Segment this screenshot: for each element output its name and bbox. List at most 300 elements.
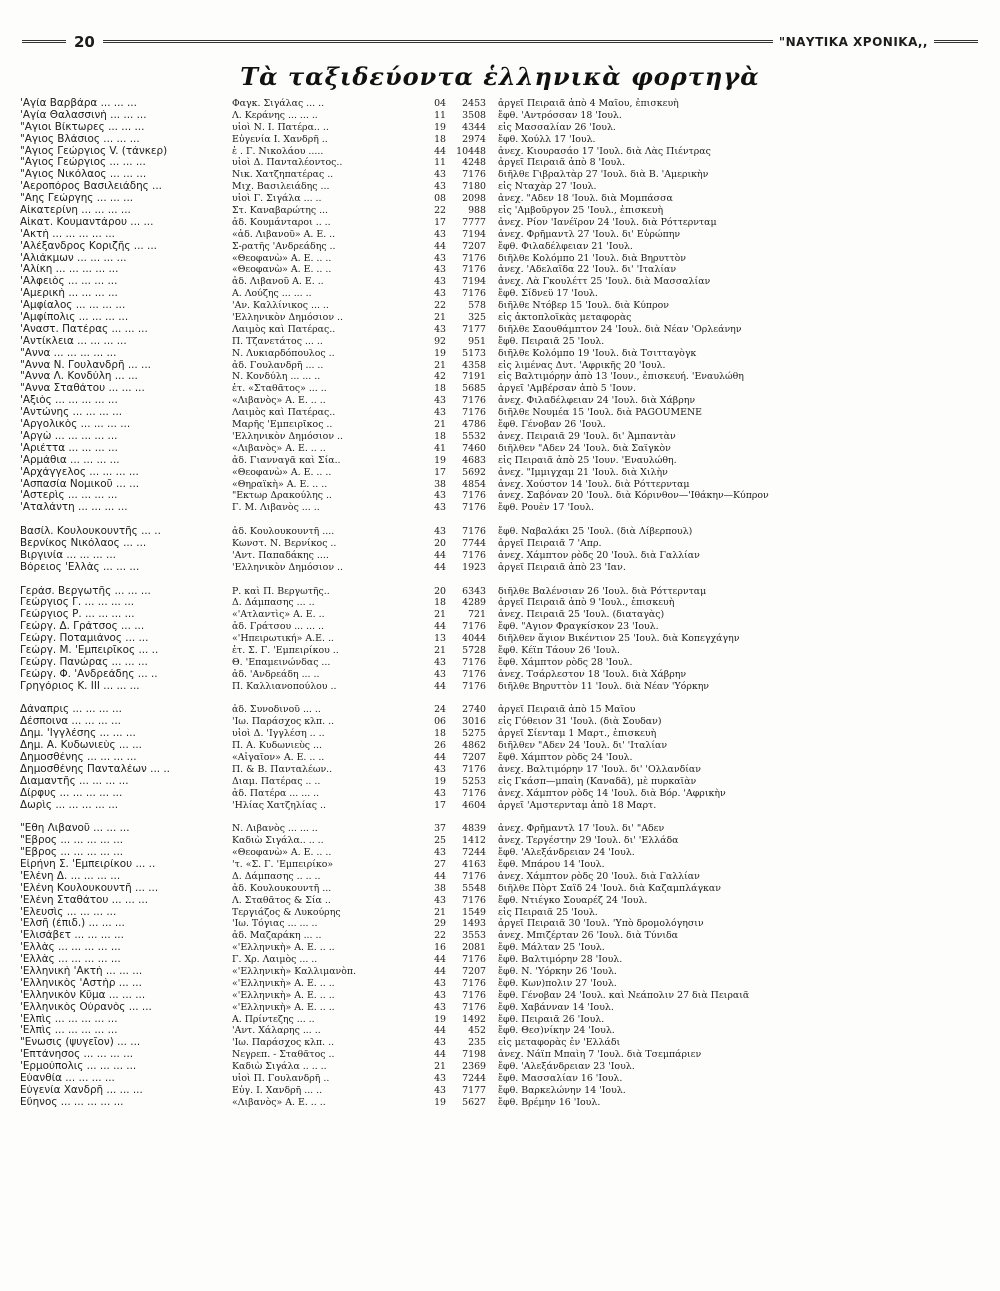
table-row: [20, 871, 980, 883]
year-code: 18: [434, 430, 446, 442]
table-row: [20, 835, 980, 847]
table-row: [20, 502, 980, 514]
year-code: 44: [434, 870, 446, 882]
owner: «'Ατλαντὶς» Α. Ε. ..: [232, 609, 325, 621]
status: ἀνεχ. Βαλτιμόρην 17 'Ιουλ. δι' 'Ολλανδίαν: [498, 763, 701, 775]
year-code: 44: [434, 561, 446, 573]
owner: υἱοὶ Δ. Πανταλέοντος..: [232, 157, 343, 169]
ship-name: 'Ασπασία Νομικοῦ ... ...: [20, 478, 140, 490]
status: ἔφθ. Ρουὲν 17 'Ιουλ.: [498, 502, 595, 514]
table-row: [20, 776, 980, 788]
owner: υἱοὶ Π. Γουλανδρῆ ..: [232, 1073, 330, 1085]
header-rule-left: [22, 40, 66, 45]
owner: «'Ελληνικὴ» Καλλιμανὸπ.: [232, 966, 357, 978]
owner: Ν. Κονδύλη ... ... ..: [232, 371, 321, 383]
owner: "Εκτωρ Δρακούλης ..: [232, 490, 332, 502]
table-row: [20, 193, 980, 205]
year-code: 22: [434, 930, 446, 942]
tonnage: 7176: [462, 621, 486, 633]
status: ἔφθ. Βρέμην 16 'Ιουλ.: [498, 1096, 601, 1108]
ship-name: "Αννα Ν. Γουλανδρῆ ... ...: [20, 359, 151, 371]
ship-name: 'Ελένη Σταθάτου ... ... ...: [20, 894, 149, 906]
status: ἔφθ. 'Αλεξάνδρειαν 23 'Ιουλ.: [498, 1061, 635, 1073]
owner: 'τ. «Σ. Γ. 'Εμπειρίκο»: [232, 859, 334, 870]
table-row: [20, 752, 980, 764]
ship-name: Εὔηνος ... ... ... ... ...: [20, 1096, 124, 1108]
ship-name: "Αγιος Γεώργιος V. (τάνκερ): [20, 145, 168, 157]
status: ἀνεχ. Χάμπτον ρὸδς 14 'Ιουλ. διὰ Βόρ. 'Αφρικὴν: [498, 787, 726, 799]
status: διῆλθε Κολόμπο 21 'Ιουλ. διὰ Βηρυττὸν: [498, 252, 686, 264]
owner: υἱοὶ Ν. Ι. Πατέρα.. ..: [232, 121, 329, 133]
owner: Κωνστ. Ν. Βερνίκος ..: [232, 537, 337, 549]
tonnage: 325: [468, 312, 486, 324]
year-code: 43: [434, 1001, 446, 1013]
year-code: 43: [434, 490, 446, 502]
ship-name: 'Αστερὶς ... ... ... ...: [20, 490, 118, 502]
tonnage: 7176: [462, 894, 486, 906]
tonnage: 2081: [462, 942, 486, 954]
table-row: [20, 1085, 980, 1097]
year-code: 17: [434, 466, 446, 478]
tonnage: 7194: [462, 276, 486, 288]
year-code: 44: [434, 1025, 446, 1037]
year-code: 43: [434, 656, 446, 668]
status: εἰς Βαλτιμόρην ἀπὸ 13 'Ιουν., ἐπισκευή. 'Εναυλώθη: [498, 371, 744, 383]
owner: 'Ιω. Παράσχος κλπ. ..: [232, 716, 335, 728]
table-row: [20, 134, 980, 146]
ship-name: Γεώργ. Πανώρας ... ... ...: [20, 656, 148, 668]
owner: Καδιὼ Σιγάλα.. .. ..: [232, 835, 324, 847]
ship-name: Βασίλ. Κουλουκουντῆς ... ..: [20, 526, 161, 538]
table-row: [20, 681, 980, 693]
status: διῆλθε Κολόμπο 19 'Ιουλ. διὰ Τσιτταγὸγκ: [498, 347, 697, 359]
status: διῆλθε Σαουθάμπτον 24 'Ιουλ. διὰ Νέαν 'Ορλεάνην: [498, 323, 742, 335]
table-row: [20, 455, 980, 467]
ship-name: 'Αμφίαλος ... ... ... ...: [20, 300, 126, 312]
table-row: [20, 942, 980, 954]
owner: «'Ηπειρωτική» Α.Ε. ..: [232, 633, 334, 645]
year-code: 41: [434, 442, 446, 454]
status: ἔφθ. Χάμπτον ρὸδς 24 'Ιουλ.: [498, 751, 633, 763]
ship-name: 'Αλέξανδρος Κοριζῆς ... ...: [20, 240, 157, 252]
status: ἀργεῖ Σίενταμ 1 Μαρτ., ἐπισκευὴ: [498, 728, 657, 740]
status: ἀνεχ. Φρῆμαντλ 17 'Ιουλ. δι' "Αδεν: [498, 823, 665, 835]
owner: «Λιβανὸς» Α. Ε. .. ..: [232, 442, 326, 454]
owner: «'Ελληνικὴ» Α. Ε. .. ..: [232, 1001, 335, 1013]
tonnage: 4248: [462, 157, 486, 169]
owner: ἀδ. Γουλανδρῆ ... ..: [232, 359, 324, 371]
status: ἀνεχ. Χάμπτον ρὸδς 20 'Ιουλ. διὰ Γαλλίαν: [498, 549, 700, 561]
ship-name: Δημοσθένης Πανταλέων ... ..: [20, 763, 170, 775]
ship-name: "Αγιος Βλάσιος ... ... ...: [20, 133, 140, 145]
tonnage: 7244: [462, 1073, 486, 1085]
tonnage: 4344: [462, 121, 486, 133]
status: ἔφθ. Πειραιᾶ 26 'Ιουλ.: [498, 1013, 605, 1025]
year-code: 06: [434, 716, 446, 728]
status: ἀνεχ. "Αδεν 18 'Ιουλ. διὰ Μομπάσσα: [498, 193, 673, 205]
status: ἔφθ. 'Αλεξάνδρειαν 24 'Ιουλ.: [498, 847, 635, 859]
year-code: 43: [434, 847, 446, 859]
table-row: [20, 443, 980, 455]
year-code: 92: [434, 335, 446, 347]
tonnage: 7194: [462, 228, 486, 240]
status: διῆλθε Νουμέα 15 'Ιουλ. διὰ PAGOUMENE: [498, 407, 703, 419]
table-row: [20, 1037, 980, 1049]
year-code: 43: [434, 1037, 446, 1049]
owner: ἀδ. Συνοδινοῦ ... ..: [232, 704, 321, 716]
tonnage: 235: [468, 1037, 486, 1049]
tonnage: 1493: [462, 918, 486, 930]
owner: «Λιβανὸς» Α. Ε. .. ..: [232, 395, 326, 407]
table-row: [20, 586, 980, 598]
page-number: 20: [74, 33, 95, 51]
owner: Στ. Καναβαρώτης ...: [232, 205, 329, 217]
table-row: [20, 990, 980, 1002]
ship-name: "Αγιος Νικόλαος ... ... ...: [20, 169, 147, 181]
tonnage: 7176: [462, 870, 486, 882]
year-code: 19: [434, 347, 446, 359]
year-code: 20: [434, 585, 446, 597]
tonnage: 2974: [462, 133, 486, 145]
status: εἰς ἀκτοπλοϊκὰς μεταφορὰς: [498, 312, 632, 324]
table-row: [20, 253, 980, 265]
owner: Π. & Β. Πανταλέων..: [232, 763, 333, 775]
table-row: [20, 348, 980, 360]
table-row: [20, 1097, 980, 1109]
owner: ἀδ. Λιβανοῦ Α. Ε. ..: [232, 276, 324, 288]
status: ἔφθ. Κων)πολιν 27 'Ιουλ.: [498, 977, 617, 989]
year-code: 43: [434, 395, 446, 407]
status: διῆλθεν "Αδεν 24 'Ιουλ. δι' 'Ιταλίαν: [498, 740, 668, 752]
year-code: 24: [434, 704, 446, 716]
year-code: 19: [434, 775, 446, 787]
tonnage: 4786: [462, 419, 486, 431]
table-row: [20, 740, 980, 752]
owner: «'Ελληνικὴ» Α. Ε. .. ..: [232, 989, 335, 1001]
status: ἀνεχ. Κιουρασάο 17 'Ιουλ. διὰ Λὰς Πιέντρας: [498, 145, 711, 157]
owner: 'Αν. Καλλίνικος ... ..: [232, 300, 329, 312]
table-row: [20, 550, 980, 562]
magazine-title: "ΝΑΥΤΙΚΑ ΧΡΟΝΙΚΑ,,: [778, 35, 928, 49]
table-row: [20, 217, 980, 229]
tonnage: 4839: [462, 823, 486, 835]
owner: «'Ελληνικὴ» Α. Ε. .. ..: [232, 977, 335, 989]
status: εἰς Νταχὰρ 27 'Ιουλ.: [498, 181, 597, 193]
ship-name: 'Αγία Βαρβάρα ... ... ...: [20, 98, 137, 109]
year-code: 44: [434, 145, 446, 157]
owner: Α. Πρίντεζης ... ..: [232, 1013, 315, 1025]
table-row: [20, 526, 980, 538]
status: διῆλθεν "Αδεν 24 'Ιουλ. διὰ Σαϊγκὸν: [498, 442, 671, 454]
ship-name: 'Αξιὸς ... ... ... ... ...: [20, 395, 118, 407]
status: ἀργεῖ Πειραιᾶ ἀπὸ 8 'Ιουλ.: [498, 157, 626, 169]
owner: υἱοὶ Δ. 'Ιγγλέση .. ..: [232, 728, 325, 740]
ship-name: Γεράσ. Βεργωτῆς ... ... ...: [20, 585, 151, 597]
year-code: 43: [434, 228, 446, 240]
status: διῆλθε Βηρυττὸν 11 'Ιουλ. διὰ Νέαν 'Υόρκην: [498, 680, 710, 692]
table-row: [20, 930, 980, 942]
ship-name: 'Ελευσὶς ... ... ... ...: [20, 906, 117, 918]
year-code: 17: [434, 216, 446, 228]
table-row: [20, 633, 980, 645]
owner: Ν. Λυκιαρδόπουλος ..: [232, 347, 335, 359]
ship-name: 'Ελένη Κουλουκουντῆ ... ...: [20, 882, 159, 894]
tonnage: 7176: [462, 787, 486, 799]
ship-name: 'Αντώνης ... ... ... ...: [20, 407, 123, 419]
page-title: Τὰ ταξιδεύοντα ἑλληνικὰ φορτηγὰ: [240, 62, 760, 91]
owner: Εὐγ. Ι. Χανδρῆ ... ..: [232, 1084, 323, 1096]
year-code: 43: [434, 502, 446, 514]
status: ἀργεῖ Πειραιᾶ ἀπὸ 4 Μαΐου, ἐπισκευὴ: [498, 98, 679, 109]
tonnage: 7176: [462, 668, 486, 680]
year-code: 21: [434, 644, 446, 656]
ship-name: 'Αργολικὸς ... ... ... ...: [20, 419, 131, 431]
year-code: 43: [434, 668, 446, 680]
status: εἰς Γκάσπ—μπαὶη (Καναδᾶ), μὲ πυρκαϊὰν: [498, 775, 697, 787]
status: εἰς 'Αμβοῦργον 25 'Ιουλ., ἐπισκευὴ: [498, 205, 664, 217]
table-row: [20, 823, 980, 835]
year-code: 44: [434, 954, 446, 966]
year-code: 26: [434, 740, 446, 752]
status: ἀργεῖ Πειραιᾶ ἀπὸ 9 'Ιουλ., ἐπισκευὴ: [498, 597, 675, 609]
ship-name: 'Αγία Θαλασσινὴ ... ... ...: [20, 109, 147, 121]
owner: Τεργιάζος & Λυκούρης: [232, 906, 341, 918]
owner: «'Ελληνικὴ» Α. Ε. .. ..: [232, 942, 335, 954]
owner: ἑ . Γ. Νικολάου .....: [232, 145, 324, 157]
year-code: 08: [434, 193, 446, 205]
ship-name: 'Ελπὶς ... ... ... ... ...: [20, 1013, 118, 1025]
year-code: 27: [434, 859, 446, 870]
table-row: [20, 597, 980, 609]
ship-name: "Αης Γεώργης ... ... ...: [20, 193, 134, 205]
status: ἀνεχ. Τεργέστην 29 'Ιουλ. δι' 'Ελλάδα: [498, 835, 679, 847]
owner: Δ. Δάμπασης .. .. ..: [232, 870, 321, 882]
status: εἰς Μασσαλίαν 26 'Ιουλ.: [498, 121, 616, 133]
ship-name: Δημοσθένης ... ... ... ...: [20, 751, 137, 763]
tonnage: 578: [468, 300, 486, 312]
tonnage: 7176: [462, 1001, 486, 1013]
year-code: 44: [434, 621, 446, 633]
ship-name: 'Αρχάγγελος ... ... ... ...: [20, 466, 139, 478]
year-code: 43: [434, 169, 446, 181]
year-code: 21: [434, 312, 446, 324]
status: ἀργεῖ 'Αμβέρσαν ἀπὸ 5 'Ιουν.: [498, 383, 636, 395]
tonnage: 7176: [462, 502, 486, 514]
ship-name: Αἰκατ. Κουμαντάρου ... ...: [20, 216, 154, 228]
year-code: 44: [434, 680, 446, 692]
owner: Φαγκ. Σιγάλας ... ..: [232, 98, 325, 109]
owner: «Λιβανὸς» Α. Ε. .. ..: [232, 1096, 326, 1108]
ship-name: 'Ελπὶς ... ... ... ... ...: [20, 1025, 118, 1037]
year-code: 38: [434, 882, 446, 894]
status: ἔφθ. "Αγιον Φραγκίσκον 23 'Ιουλ.: [498, 621, 659, 633]
tonnage: 4358: [462, 359, 486, 371]
tonnage: 7744: [462, 537, 486, 549]
status: ἔφθ. Χαβάνναν 14 'Ιουλ.: [498, 1001, 614, 1013]
ship-name: Γεώργ. Μ. 'Εμπειρῖκος ... ..: [20, 644, 159, 656]
table-row: [20, 229, 980, 241]
status: ἔφθ. Γένοβαν 24 'Ιουλ. καὶ Νεάπολιν 27 διὰ Πειραιᾶ: [498, 989, 750, 1001]
status: διῆλθεν ἅγιον Βικέντιον 25 'Ιουλ. διὰ Κοπεγχάγην: [498, 633, 740, 645]
ship-name: 'Ελληνικὴ 'Ακτὴ ... ... ...: [20, 966, 143, 978]
year-code: 20: [434, 537, 446, 549]
table-row: [20, 336, 980, 348]
status: ἔφθ. 'Αντρόσσαν 18 'Ιουλ.: [498, 109, 622, 121]
ship-name: "Αννα Σταθάτου ... ... ...: [20, 383, 145, 395]
ship-name: Γρηγόριος Κ. ΙΙΙ ... ... ...: [20, 680, 140, 692]
ship-name: 'Αταλάντη ... ... ... ...: [20, 502, 128, 514]
table-row: [20, 1002, 980, 1014]
status: εἰς Πειραιᾶ 25 'Ιουλ.: [498, 906, 598, 918]
tonnage: 4862: [462, 740, 486, 752]
tonnage: 5532: [462, 430, 486, 442]
ship-name: Εἰρήνη Σ. 'Εμπειρίκου ... ..: [20, 859, 156, 870]
tonnage: 7207: [462, 751, 486, 763]
status: ἀνεχ. Χούστον 14 'Ιουλ. διὰ Ρόττερνταμ: [498, 478, 690, 490]
year-code: 43: [434, 763, 446, 775]
table-row: [20, 479, 980, 491]
owner: «Θεοφανὼ» Α. Ε. .. ..: [232, 847, 332, 859]
owner: ἀδ. Κουλουκουντῆ ....: [232, 526, 335, 538]
owner: Λ. Σταθᾶτος & Σία ..: [232, 894, 331, 906]
ship-name: 'Ελληνικὸς 'Αστὴρ ... ...: [20, 977, 142, 989]
ship-name: 'Αντίκλεια ... ... ... ...: [20, 335, 127, 347]
ship-name: 'Αλιάκμων ... ... ... ...: [20, 252, 127, 264]
year-code: 29: [434, 918, 446, 930]
status: ἔφθ. Μπάρου 14 'Ιουλ.: [498, 859, 605, 870]
tonnage: 7207: [462, 966, 486, 978]
tonnage: 951: [468, 335, 486, 347]
table-row: [20, 621, 980, 633]
year-code: 42: [434, 371, 446, 383]
tonnage: 7176: [462, 763, 486, 775]
tonnage: 7176: [462, 989, 486, 1001]
owner: 'Ελληνικὸν Δημόσιον ..: [232, 312, 343, 324]
table-row: [20, 966, 980, 978]
tonnage: 5548: [462, 882, 486, 894]
owner: Καδιὼ Σιγάλα .. .. ..: [232, 1061, 327, 1073]
ship-name: Αἰκατερίνη ... ... ... ...: [20, 205, 131, 217]
owner: Α. Λούζης ... ... ..: [232, 288, 312, 300]
year-code: 25: [434, 835, 446, 847]
group-separator: [20, 514, 980, 526]
table-row: [20, 371, 980, 383]
ship-name: "Εβρος ... ... ... ... ...: [20, 835, 124, 847]
owner: Εὐγενία Ι. Χανδρῆ ..: [232, 133, 328, 145]
ship-name: 'Αναστ. Πατέρας ... ... ...: [20, 323, 148, 335]
year-code: 38: [434, 478, 446, 490]
table-row: [20, 490, 980, 502]
status: διῆλθε Γιβραλτὰρ 27 'Ιουλ. διὰ Β. 'Αμερικὴν: [498, 169, 709, 181]
tonnage: 1549: [462, 906, 486, 918]
tonnage: 2453: [462, 98, 486, 109]
status: ἔφθ. Ντιέγκο Σουαρέζ 24 'Ιουλ.: [498, 894, 648, 906]
ship-name: 'Αμφίπολις ... ... ... ...: [20, 312, 129, 324]
year-code: 43: [434, 181, 446, 193]
owner: Διαμ. Πατέρας .. ..: [232, 775, 321, 787]
owner: Λαιμὸς καὶ Πατέρας..: [232, 407, 336, 419]
year-code: 44: [434, 549, 446, 561]
table-row: [20, 467, 980, 479]
status: ἀργεῖ Πειραιᾶ ἀπὸ 23 'Ιαν.: [498, 561, 626, 573]
tonnage: 452: [468, 1025, 486, 1037]
year-code: 43: [434, 276, 446, 288]
tonnage: 988: [468, 205, 486, 217]
ship-name: 'Αρμάθια ... ... ... ...: [20, 454, 120, 466]
year-code: 04: [434, 98, 446, 109]
year-code: 19: [434, 454, 446, 466]
table-row: [20, 764, 980, 776]
year-code: 22: [434, 205, 446, 217]
status: ἀνεχ. Ρίον 'Ιανέϊρον 24 'Ιουλ. διὰ Ρόττερνταμ: [498, 216, 717, 228]
ship-name: 'Ελισάβετ ... ... ... ...: [20, 930, 124, 942]
status: ἔφθ. Βαρκελώνην 14 'Ιουλ.: [498, 1084, 626, 1096]
ship-name: 'Αεροπόρος Βασιλειάδης ...: [20, 181, 162, 193]
owner: ἀδ. Γιανναγᾶ καὶ Σία..: [232, 454, 341, 466]
tonnage: 7191: [462, 371, 486, 383]
year-code: 43: [434, 977, 446, 989]
status: ἀνεχ. Λὰ Γκουλέττ 25 'Ιουλ. διὰ Μασσαλίαν: [498, 276, 711, 288]
year-code: 17: [434, 799, 446, 811]
ship-name: Εὐανθία ... ... ... ...: [20, 1073, 115, 1085]
status: ἔφθ. Χούλλ 17 'Ιουλ.: [498, 133, 596, 145]
owner: Ν. Λιβανὸς ... ... ..: [232, 823, 318, 835]
tonnage: 7198: [462, 1049, 486, 1061]
table-row: [20, 205, 980, 217]
year-code: 19: [434, 1096, 446, 1108]
table-row: [20, 859, 980, 871]
tonnage: 7176: [462, 252, 486, 264]
status: ἔφθ. Πειραιᾶ 25 'Ιουλ.: [498, 335, 605, 347]
tonnage: 5685: [462, 383, 486, 395]
status: ἀνεχ. Πειραιᾶ 29 'Ιουλ. δι' Ἀμπαντὰν: [498, 430, 676, 442]
table-row: [20, 407, 980, 419]
table-row: [20, 324, 980, 336]
ship-name: Γεώργ. Φ. 'Ανδρεάδης ... ..: [20, 668, 158, 680]
status: ἔφθ. Μάλταν 25 'Ιουλ.: [498, 942, 605, 954]
owner: ἀδ. 'Ανδρεάδη ... ..: [232, 668, 320, 680]
tonnage: 7176: [462, 407, 486, 419]
ship-name: 'Αλφειὸς ... ... ... ...: [20, 276, 118, 288]
owner: Δ. Δάμπασης ... ..: [232, 597, 315, 609]
year-code: 43: [434, 288, 446, 300]
status: διῆλθε Πὸρτ Σαΐδ 24 'Ιουλ. διὰ Καζαμπλάγκαν: [498, 882, 721, 894]
owner: Γ. Μ. Λιβανὸς ... ..: [232, 502, 320, 514]
year-code: 43: [434, 1084, 446, 1096]
status: ἀνεχ. Μπιζέρταν 26 'Ιουλ. διὰ Τύνιδα: [498, 930, 678, 942]
ship-name: Βιργινία ... ... ... ...: [20, 549, 116, 561]
owner: «ἀδ. Λιβανοῦ» Α. Ε. ..: [232, 228, 336, 240]
ship-name: 'Ελσῆ (ἐπιδ.) ... ... ...: [20, 918, 125, 930]
table-row: [20, 562, 980, 574]
tonnage: 5627: [462, 1096, 486, 1108]
status: ἀργεῖ 'Αμστερνταμ ἀπὸ 18 Μαρτ.: [498, 799, 657, 811]
tonnage: 7460: [462, 442, 486, 454]
ship-name: "Ενωσις (ψυγεῖον) ... ...: [20, 1037, 141, 1049]
owner: Π. Α. Κυδωνιεὺς ...: [232, 740, 322, 752]
year-code: 18: [434, 728, 446, 740]
ship-name: 'Επτάνησος ... ... ... ...: [20, 1049, 134, 1061]
owner: Θ. 'Επαμεινώνδας ...: [232, 656, 331, 668]
owner: υἱοὶ Γ. Σιγάλα ... ..: [232, 193, 322, 205]
table-row: [20, 895, 980, 907]
owner: ἐτ. «Σταθᾶτος» ... ..: [232, 383, 327, 395]
tonnage: 2740: [462, 704, 486, 716]
tonnage: 6343: [462, 585, 486, 597]
owner: 'Ελληνικὸν Δημόσιον ..: [232, 561, 343, 573]
ship-name: Γεώργιος Ρ. ... ... ... ...: [20, 609, 135, 621]
ship-name: 'Ελλὰς ... ... ... ... ...: [20, 942, 121, 954]
